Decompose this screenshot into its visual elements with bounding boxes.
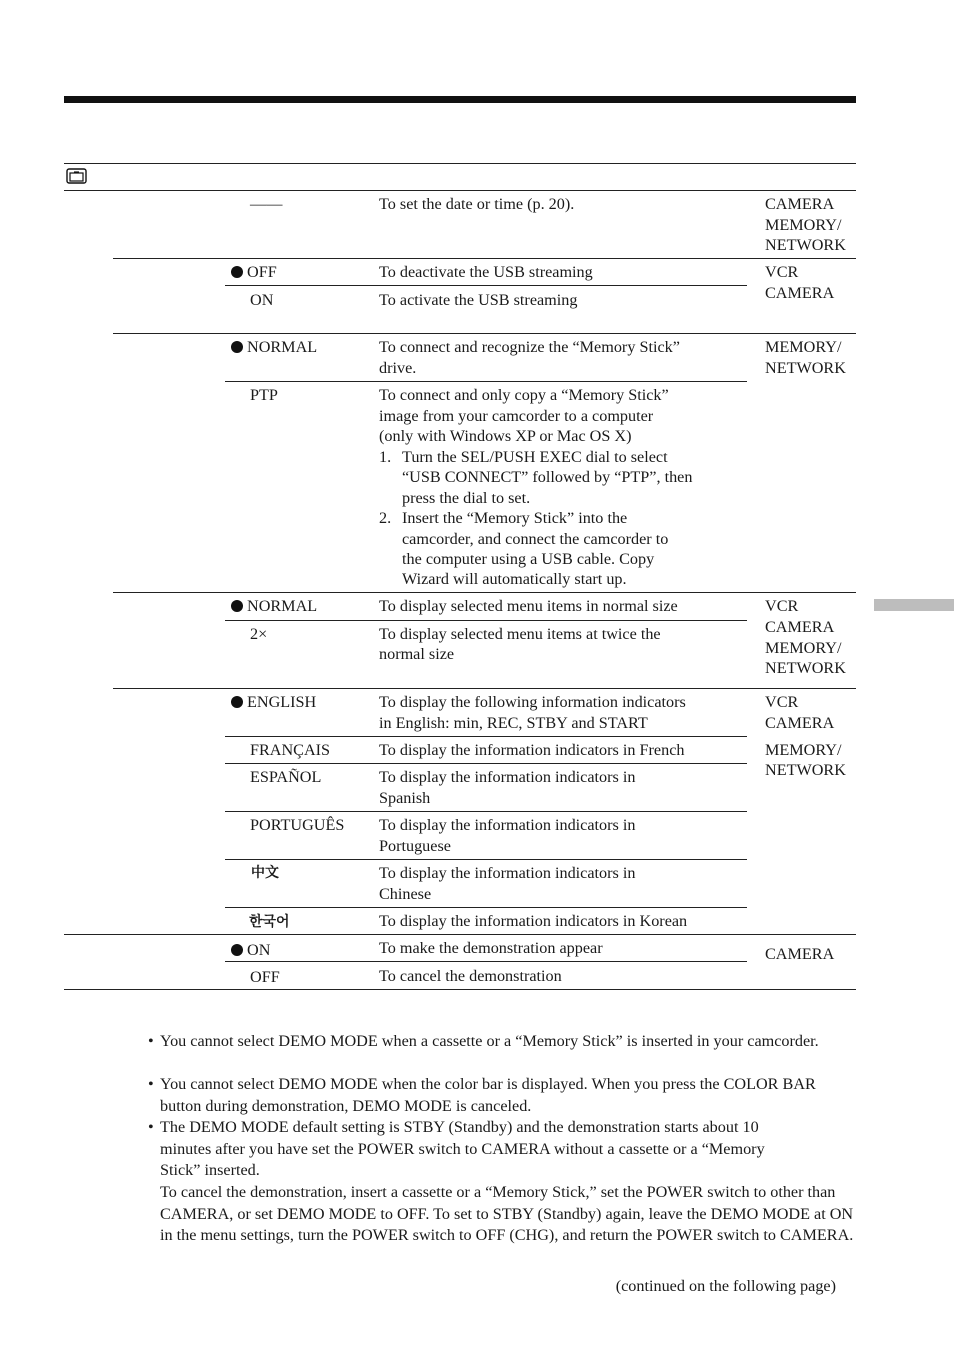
- step-text: Turn the SEL/PUSH EXEC dial to select: [402, 448, 668, 466]
- note-text: You cannot select DEMO MODE when the color bar is displayed. When you press the COLOR BAR button during demonstration, DEMO MODE is canceled.: [160, 1075, 816, 1115]
- option-description: drive.: [379, 359, 417, 377]
- option-value: ON: [250, 291, 274, 309]
- option-divider: [225, 620, 747, 621]
- option-divider: [225, 811, 747, 812]
- default-dot-icon: [231, 600, 243, 612]
- option-description: To connect and only copy a “Memory Stick”: [379, 386, 669, 404]
- default-setting: OFF: [231, 262, 277, 283]
- option-value: ——: [250, 195, 283, 213]
- default-setting: NORMAL: [231, 596, 317, 617]
- option-description: To display the information indicators in Korean: [379, 912, 688, 930]
- section-tab-marker: [874, 599, 954, 611]
- mode-label: MEMORY/: [765, 741, 842, 759]
- option-description: Portuguese: [379, 837, 451, 855]
- option-description: To make the demonstration appear: [379, 939, 603, 957]
- option-value: OFF: [250, 968, 280, 986]
- mode-label: CAMERA: [765, 945, 835, 963]
- mode-label: CAMERA: [765, 195, 835, 213]
- continued-note: (continued on the following page): [615, 1277, 836, 1295]
- option-description: To display the following information indicators: [379, 693, 686, 711]
- option-divider: [225, 859, 747, 860]
- note-text: You cannot select DEMO MODE when a cassette or a “Memory Stick” is inserted in your camcorder.: [160, 1032, 819, 1050]
- mode-label: VCR: [765, 263, 799, 281]
- row-divider: [64, 934, 856, 935]
- option-value: 2×: [250, 625, 268, 643]
- step-text: Wizard will automatically start up.: [402, 570, 627, 588]
- default-dot-icon: [231, 696, 243, 708]
- default-setting: NORMAL: [231, 337, 317, 358]
- mode-label: MEMORY/: [765, 338, 842, 356]
- table-header-rule: [64, 190, 856, 191]
- option-description: To display selected menu items at twice the: [379, 625, 661, 643]
- option-description: Chinese: [379, 885, 432, 903]
- row-divider: [113, 592, 856, 593]
- mode-label: NETWORK: [765, 659, 846, 677]
- mode-label: NETWORK: [765, 236, 846, 254]
- step-text: the computer using a USB cable. Copy: [402, 550, 655, 568]
- mode-label: NETWORK: [765, 761, 846, 779]
- option-description: in English: min, REC, STBY and START: [379, 714, 648, 732]
- option-value: FRANÇAIS: [250, 741, 331, 759]
- mode-label: VCR: [765, 693, 799, 711]
- option-description: To cancel the demonstration: [379, 967, 562, 985]
- default-setting: ENGLISH: [231, 692, 316, 713]
- default-setting: ON: [231, 940, 270, 961]
- option-value: PORTUGUÊS: [250, 816, 345, 834]
- option-description: To display selected menu items in normal size: [379, 597, 678, 615]
- option-description: To connect and recognize the “Memory Stick”: [379, 338, 680, 356]
- step-number: 1.: [379, 448, 392, 466]
- option-divider: [225, 381, 747, 382]
- header-rule: [64, 96, 856, 103]
- mode-label: VCR: [765, 597, 799, 615]
- step-text: camcorder, and connect the camcorder to: [402, 530, 669, 548]
- bullet-mark: •: [148, 1118, 154, 1136]
- option-description: To deactivate the USB streaming: [379, 263, 593, 281]
- note-text: To cancel the demonstration, insert a cassette or a “Memory Stick,” set the POWER switch to other than CAMERA, or set DEMO MODE to OFF. To set to STBY (Standby) again, leave the DEMO MODE at ON in the menu settings, turn the POWER switch to OFF (CHG), and return the POWER switch to CAMERA.: [160, 1183, 854, 1244]
- default-dot-icon: [231, 266, 243, 278]
- option-description: To display the information indicators in: [379, 768, 636, 786]
- table-bottom-rule: [64, 989, 856, 990]
- option-description: Spanish: [379, 789, 431, 807]
- option-description: To activate the USB streaming: [379, 291, 578, 309]
- row-divider: [113, 258, 856, 259]
- option-description: To display the information indicators in: [379, 864, 636, 882]
- default-dot-icon: [231, 341, 243, 353]
- option-description: image from your camcorder to a computer: [379, 407, 654, 425]
- option-description: To display the information indicators in French: [379, 741, 685, 759]
- table-top-rule: [64, 163, 856, 164]
- option-divider: [225, 763, 747, 764]
- option-description: To set the date or time (p. 20).: [379, 195, 575, 213]
- option-value: ESPAÑOL: [250, 768, 322, 786]
- option-value: PTP: [250, 386, 278, 404]
- bullet-mark: •: [148, 1075, 154, 1093]
- row-divider: [113, 688, 856, 689]
- mode-label: CAMERA: [765, 284, 835, 302]
- option-value: 中文: [251, 865, 279, 881]
- step-number: 2.: [379, 509, 392, 527]
- row-divider: [113, 333, 856, 334]
- mode-label: MEMORY/: [765, 216, 842, 234]
- step-text: Insert the “Memory Stick” into the: [402, 509, 628, 527]
- option-description: normal size: [379, 645, 455, 663]
- option-value: 한국어: [249, 914, 290, 930]
- note-text: The DEMO MODE default setting is STBY (Standby) and the demonstration starts about 10 minutes after you have set the POWER switch to CAMERA without a cassette or a “Memory Stick” inserted.: [160, 1118, 765, 1179]
- option-divider: [225, 736, 747, 737]
- mode-label: NETWORK: [765, 359, 846, 377]
- option-divider: [225, 285, 747, 286]
- step-text: press the dial to set.: [402, 489, 531, 507]
- mode-label: MEMORY/: [765, 639, 842, 657]
- toolbox-icon: [66, 168, 87, 184]
- default-dot-icon: [231, 944, 243, 956]
- option-description: (only with Windows XP or Mac OS X): [379, 427, 632, 445]
- option-description: To display the information indicators in: [379, 816, 636, 834]
- mode-label: CAMERA: [765, 714, 835, 732]
- bullet-mark: •: [148, 1032, 154, 1050]
- mode-label: CAMERA: [765, 618, 835, 636]
- option-divider: [225, 961, 747, 962]
- option-divider: [225, 907, 747, 908]
- step-text: “USB CONNECT” followed by “PTP”, then: [402, 468, 693, 486]
